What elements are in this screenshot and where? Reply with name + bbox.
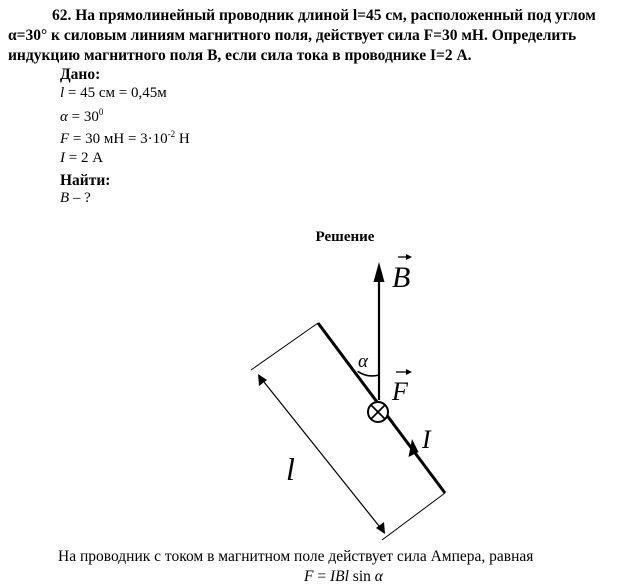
- find-value: B – ?: [60, 190, 91, 206]
- problem-line-2: α=30° к силовым линиям магнитного поля, действует сила F=30 мН. Определить: [8, 27, 577, 44]
- problem-number: 62.: [52, 7, 72, 24]
- given-label: Дано:: [60, 66, 101, 83]
- extension-line-bottom: [382, 493, 445, 540]
- given-force: F = 30 мН = $3\cdot 10^{-2}$ Н: [60, 129, 190, 147]
- b-vector-mark-head: [406, 254, 412, 260]
- find-label: Найти:: [60, 172, 111, 189]
- label-f: F: [392, 377, 408, 406]
- problem-line-3: индукцию магнитного поля B, если сила тока в проводнике I=2 А.: [8, 47, 472, 64]
- ampere-formula: F = IBl sin α: [304, 568, 383, 585]
- given-length: l = 45 см = 0,45м: [60, 85, 167, 101]
- b-field-arrowhead: [374, 262, 385, 282]
- label-l: l: [286, 451, 295, 487]
- f-vector-mark-head: [406, 369, 412, 375]
- footer-text: На проводник с током в магнитном поле действует сила Ампера, равная: [58, 548, 534, 565]
- dimension-line: [260, 377, 383, 531]
- extension-line-top: [251, 323, 318, 370]
- label-b: B: [392, 261, 411, 294]
- label-alpha: α: [358, 351, 368, 372]
- solution-heading: Решение: [315, 229, 375, 245]
- given-current: I = 2 А: [60, 150, 104, 166]
- problem-line-1: 62. На прямолинейный проводник длиной l=45 см, расположенный под углом: [52, 7, 596, 24]
- label-i: I: [422, 425, 431, 454]
- given-angle: $\alpha = 30^0$: [60, 107, 104, 125]
